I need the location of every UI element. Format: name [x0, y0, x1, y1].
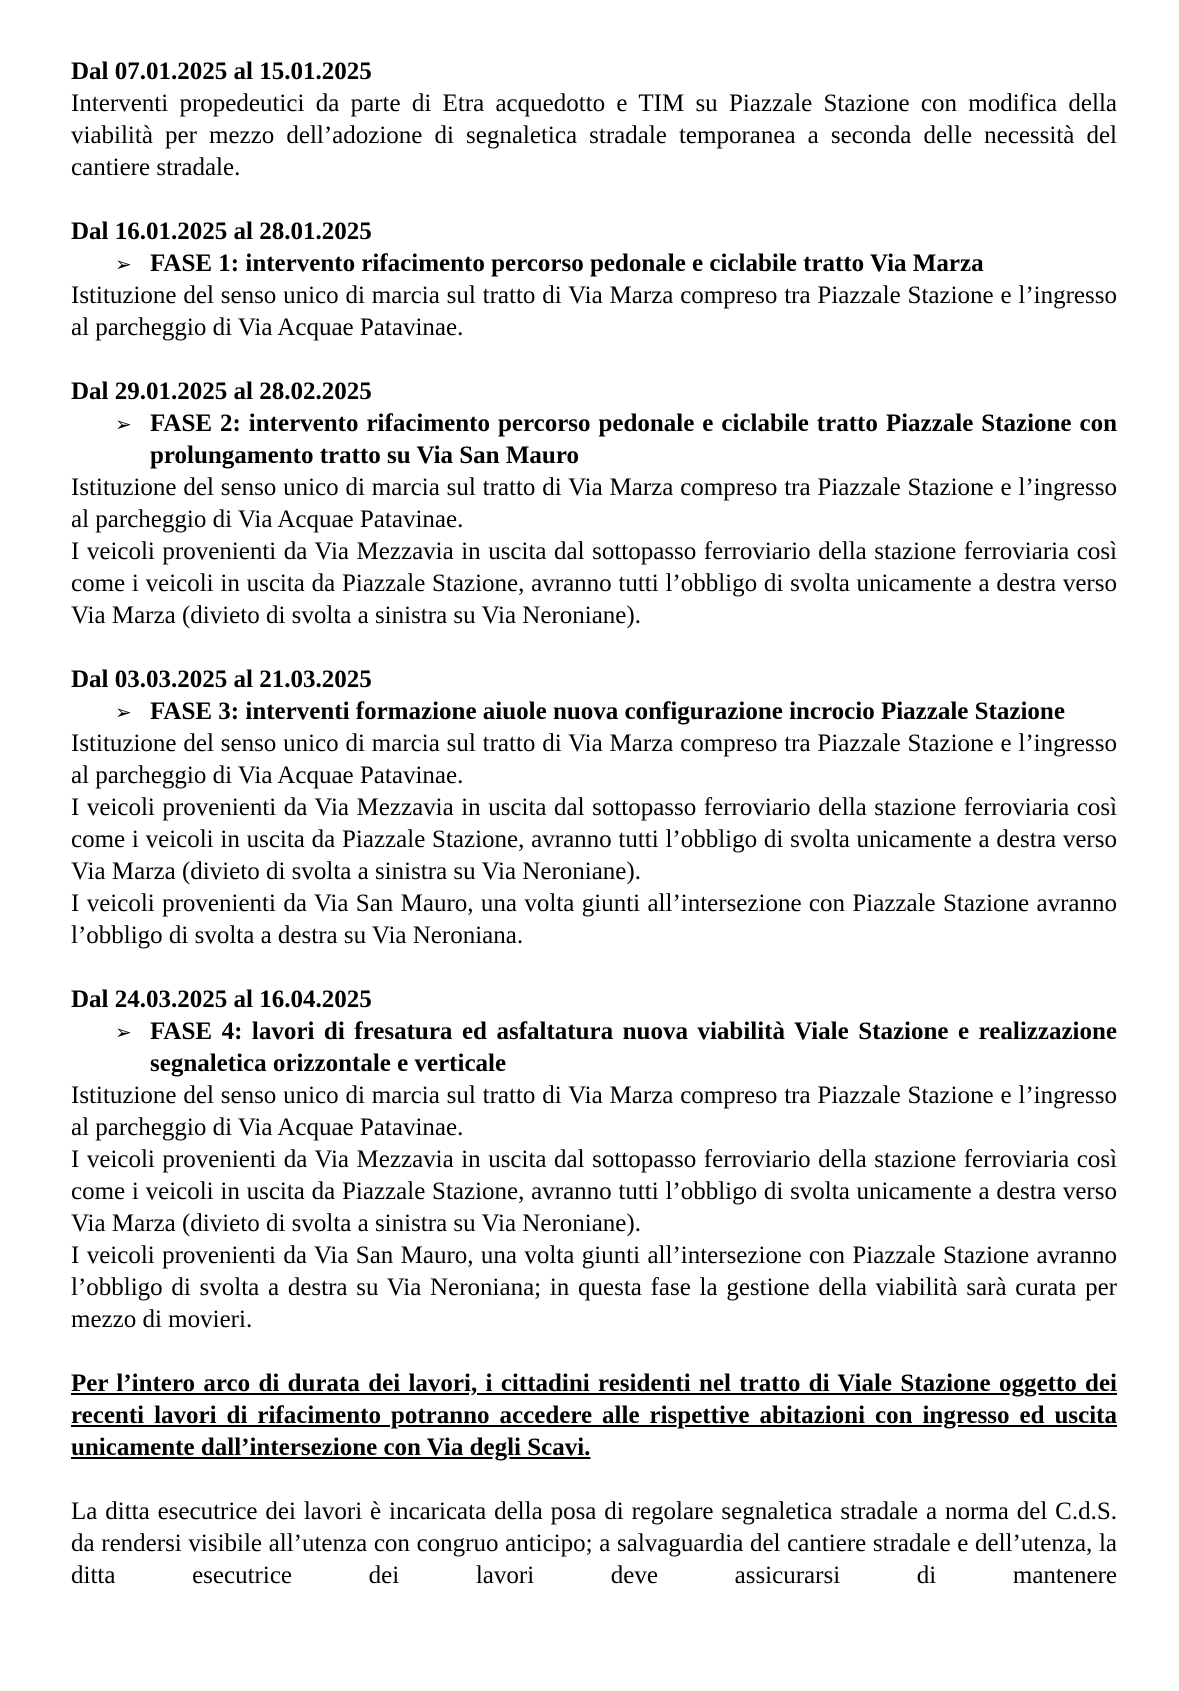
residents-access-notice: Per l’intero arco di durata dei lavori, i cittadini residenti nel tratto di Viale Stazione oggetto dei recenti lavori di rifacimento potranno accedere alle rispettive abitazioni con ingresso ed uscita unicamente dall’intersezione con Via degli Scavi.: [71, 1370, 1117, 1461]
phase-heading: [71, 1016, 1117, 1080]
date-range-heading: Dal 24.03.2025 al 16.04.2025: [71, 986, 372, 1013]
schedule-section-1: [71, 56, 1117, 184]
arrowhead-bullet-icon: ➢: [115, 700, 132, 724]
date-range-heading: Dal 07.01.2025 al 15.01.2025: [71, 58, 372, 85]
section-paragraph: Istituzione del senso unico di marcia sul tratto di Via Marza compreso tra Piazzale Stazione e l’ingresso al parcheggio di Via Acquae Patavinae.: [71, 282, 1117, 341]
phase-title: FASE 1: intervento rifacimento percorso pedonale e ciclabile tratto Via Marza: [150, 250, 984, 277]
phase-title: FASE 4: lavori di fresatura ed asfaltatura nuova viabilità Viale Stazione e realizzazione segnaletica orizzontale e verticale: [150, 1018, 1117, 1077]
section-paragraph: Istituzione del senso unico di marcia sul tratto di Via Marza compreso tra Piazzale Stazione e l’ingresso al parcheggio di Via Acquae Patavinae.: [71, 730, 1117, 789]
phase-title: FASE 3: interventi formazione aiuole nuova configurazione incrocio Piazzale Stazione: [150, 698, 1065, 725]
section-paragraph: Istituzione del senso unico di marcia sul tratto di Via Marza compreso tra Piazzale Stazione e l’ingresso al parcheggio di Via Acquae Patavinae.: [71, 1082, 1117, 1141]
schedule-section-2: [71, 216, 1117, 344]
section-paragraph: I veicoli provenienti da Via Mezzavia in uscita dal sottopasso ferroviario della stazione ferroviaria così come i veicoli in uscita da Piazzale Stazione, avranno tutti l’obbligo di svolta unicamente a destra verso Via Marza (divieto di svolta a sinistra su Via Neroniane).: [71, 538, 1117, 629]
section-paragraph: I veicoli provenienti da Via San Mauro, una volta giunti all’intersezione con Piazzale Stazione avranno l’obbligo di svolta a destra su Via Neroniana; in questa fase la gestione della viabilità sarà curata per mezzo di movieri.: [71, 1242, 1117, 1333]
section-paragraph: I veicoli provenienti da Via Mezzavia in uscita dal sottopasso ferroviario della stazione ferroviaria così come i veicoli in uscita da Piazzale Stazione, avranno tutti l’obbligo di svolta unicamente a destra verso Via Marza (divieto di svolta a sinistra su Via Neroniane).: [71, 1146, 1117, 1237]
section-paragraph: Interventi propedeutici da parte di Etra acquedotto e TIM su Piazzale Stazione con modifica della viabilità per mezzo dell’adozione di segnaletica stradale temporanea a seconda delle necessità del cantiere stradale.: [71, 90, 1117, 181]
arrowhead-bullet-icon: ➢: [115, 1020, 132, 1044]
date-range-heading: Dal 03.03.2025 al 21.03.2025: [71, 666, 372, 693]
phase-heading: [71, 248, 1117, 280]
section-paragraph: Istituzione del senso unico di marcia sul tratto di Via Marza compreso tra Piazzale Stazione e l’ingresso al parcheggio di Via Acquae Patavinae.: [71, 474, 1117, 533]
schedule-section-3: [71, 376, 1117, 632]
phase-title: FASE 2: intervento rifacimento percorso pedonale e ciclabile tratto Piazzale Stazione con prolungamento tratto su Via San Mauro: [150, 410, 1117, 469]
schedule-section-5: [71, 984, 1117, 1336]
section-paragraph: I veicoli provenienti da Via San Mauro, una volta giunti all’intersezione con Piazzale Stazione avranno l’obbligo di svolta a destra su Via Neroniana.: [71, 890, 1117, 949]
closing-paragraph: La ditta esecutrice dei lavori è incaricata della posa di regolare segnaletica stradale a norma del C.d.S. da rendersi visibile all’utenza con congruo anticipo; a salvaguardia del cantiere stradale e dell’utenza, la ditta esecutrice dei lavori deve assicurarsi di mantenere: [71, 1498, 1117, 1589]
phase-heading: [71, 408, 1117, 472]
schedule-section-4: [71, 664, 1117, 952]
date-range-heading: Dal 29.01.2025 al 28.02.2025: [71, 378, 372, 405]
date-range-heading: Dal 16.01.2025 al 28.01.2025: [71, 218, 372, 245]
arrowhead-bullet-icon: ➢: [115, 412, 132, 436]
section-paragraph: I veicoli provenienti da Via Mezzavia in uscita dal sottopasso ferroviario della stazione ferroviaria così come i veicoli in uscita da Piazzale Stazione, avranno tutti l’obbligo di svolta unicamente a destra verso Via Marza (divieto di svolta a sinistra su Via Neroniane).: [71, 794, 1117, 885]
arrowhead-bullet-icon: ➢: [115, 252, 132, 276]
phase-heading: [71, 696, 1117, 728]
